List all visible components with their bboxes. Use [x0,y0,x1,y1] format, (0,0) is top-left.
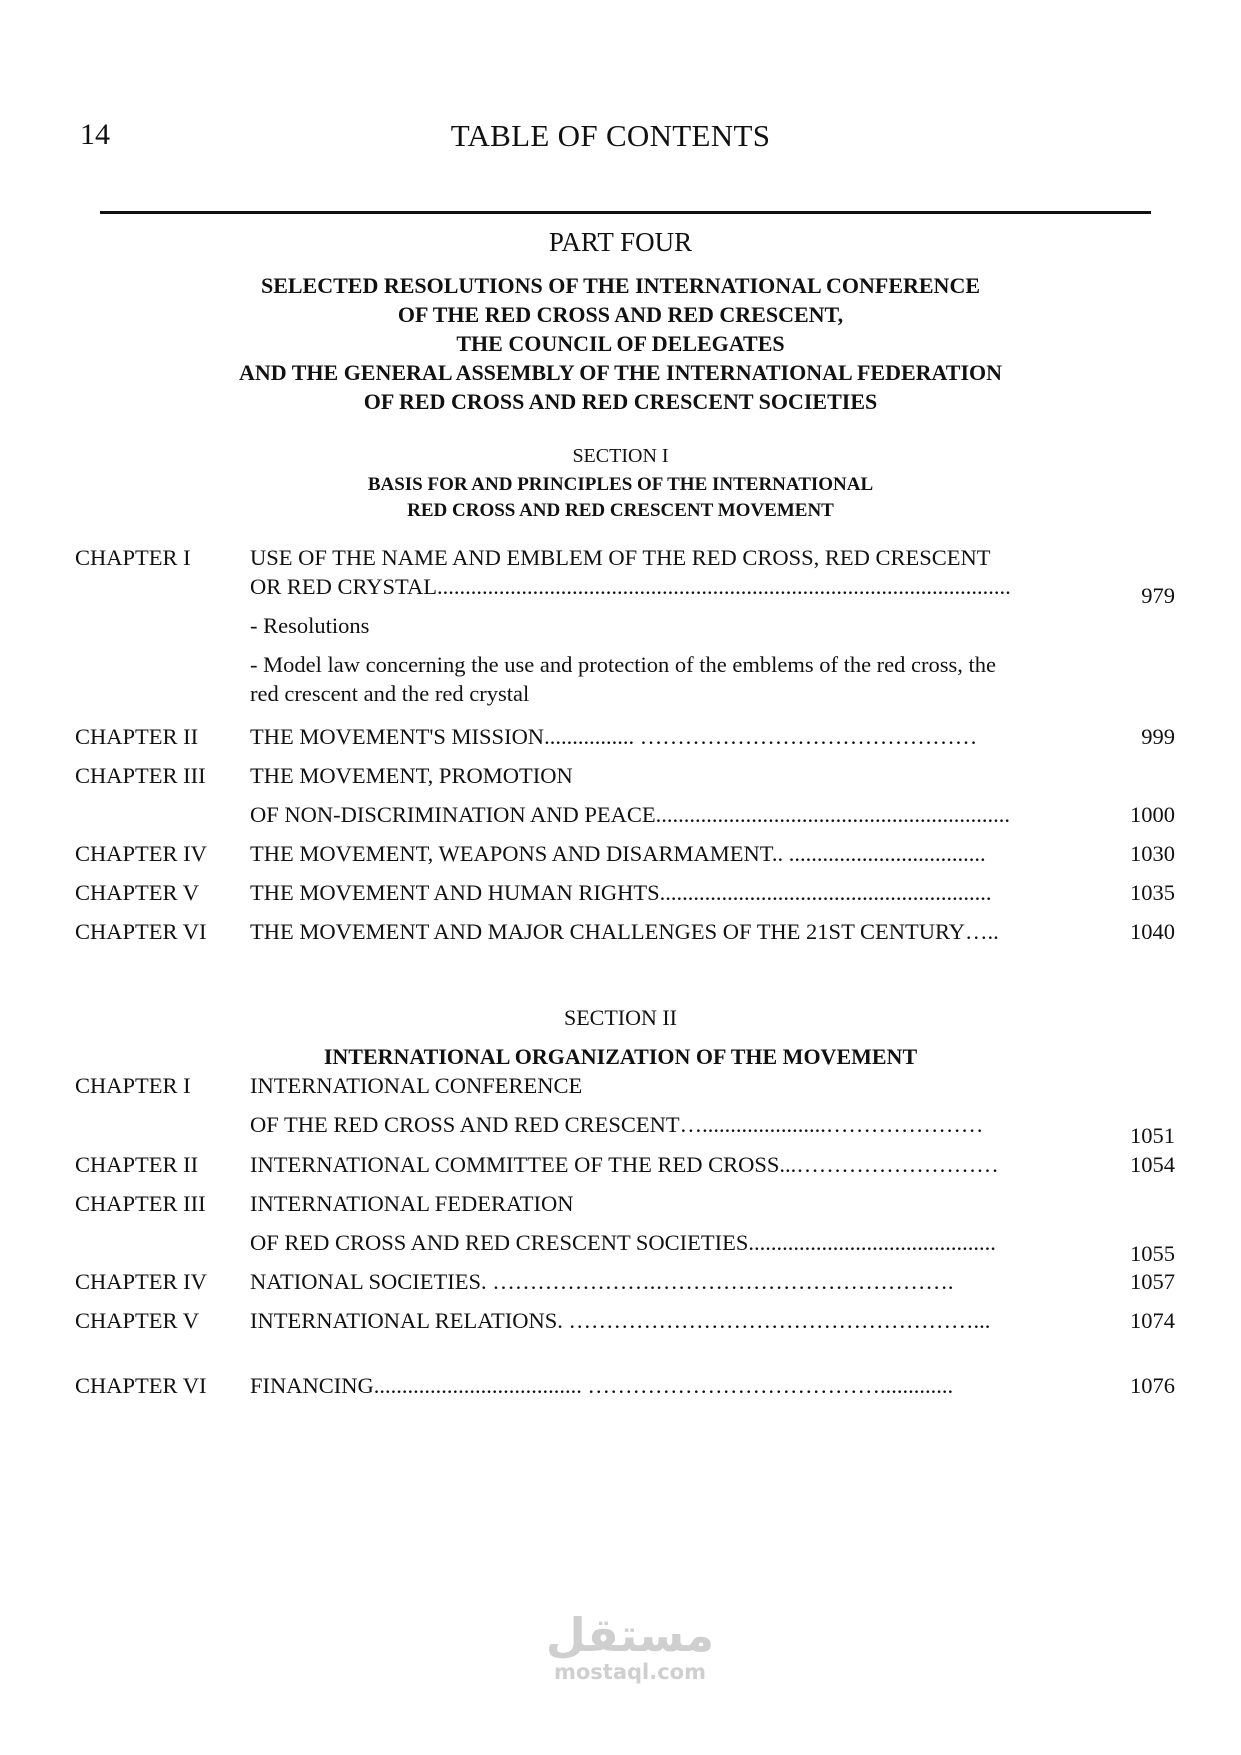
dot-leader: …......................………………… [679,1112,984,1137]
page-ref: 1051 [1130,1123,1175,1148]
chapter-label: CHAPTER II [75,724,199,749]
dot-leader: ........................................................... [659,880,992,905]
watermark-text: mostaql.com [554,1660,706,1684]
entry-title: THE MOVEMENT AND HUMAN RIGHTS [250,880,660,905]
page-ref: 1054 [1130,1152,1175,1177]
chapter-label: CHAPTER III [75,1191,206,1216]
running-title: TABLE OF CONTENTS [450,118,771,153]
entry-title: OR RED CRYSTAL [250,574,437,599]
entry-title: OF THE RED CROSS AND RED CRESCENT [250,1112,680,1137]
chapter-label: CHAPTER V [75,1308,199,1333]
section-2-title: SECTION II [563,1005,678,1030]
entry-title: INTERNATIONAL CONFERENCE [250,1073,583,1098]
part-title: PART FOUR [548,227,693,257]
chapter-label: CHAPTER V [75,880,199,905]
chapter-label: CHAPTER VI [75,919,207,944]
entry-title: THE MOVEMENT, PROMOTION [250,763,573,788]
chapter-label: CHAPTER I [75,545,191,570]
entry-title: INTERNATIONAL COMMITTEE OF THE RED CROSS [250,1152,780,1177]
part-subtitle-line: OF THE RED CROSS AND RED CRESCENT, [397,302,844,327]
dot-leader: ………………………………………………... [562,1308,991,1333]
page-number: 14 [80,118,110,151]
page-ref: 979 [1141,583,1175,608]
page-ref: 1030 [1130,841,1175,866]
part-subtitle-line: OF RED CROSS AND RED CRESCENT SOCIETIES [363,389,878,414]
dot-leader: ................ ……………………………………… [544,724,978,749]
entry-subitem [250,650,1170,708]
part-subtitle-line: THE COUNCIL OF DELEGATES [456,331,785,356]
dot-leader: ….. [965,919,999,944]
entry-title: USE OF THE NAME AND EMBLEM OF THE RED CROSS, RED CRESCENT [250,545,991,570]
chapter-label: CHAPTER IV [75,841,207,866]
dot-leader: ...................................................................................................... [436,574,1011,599]
entry-subitem-line: - Model law concerning the use and protection of the emblems of the red cross, the [250,652,997,677]
dot-leader: ..................................... …………………………………............. [373,1373,954,1398]
entry-title: THE MOVEMENT AND MAJOR CHALLENGES OF THE 21ST CENTURY [250,919,966,944]
part-subtitle-line: SELECTED RESOLUTIONS OF THE INTERNATIONAL CONFERENCE [260,273,981,298]
page-ref: 1035 [1130,880,1175,905]
dot-leader: .. ................................... [771,841,986,866]
entry-subitem: - Resolutions [250,613,370,638]
watermark [530,1610,730,1684]
entry-subitem-line: red crescent and the red crystal [250,681,530,706]
section-1-title: SECTION I [572,445,669,467]
chapter-label: CHAPTER I [75,1073,191,1098]
entry-title: FINANCING [250,1373,374,1398]
chapter-label: CHAPTER II [75,1152,199,1177]
chapter-label: CHAPTER IV [75,1269,207,1294]
chapter-label: CHAPTER VI [75,1373,207,1398]
section-1-subtitle-line: BASIS FOR AND PRINCIPLES OF THE INTERNATIONAL [367,474,874,495]
part-subtitle-line: AND THE GENERAL ASSEMBLY OF THE INTERNATIONAL FEDERATION [238,360,1003,385]
page-ref: 999 [1141,724,1175,749]
entry-title: NATIONAL SOCIETIES. [250,1269,487,1294]
entry-title: INTERNATIONAL FEDERATION [250,1191,574,1216]
entry-title: OF RED CROSS AND RED CRESCENT SOCIETIES [250,1230,749,1255]
entry-title: OF NON-DISCRIMINATION AND PEACE [250,802,656,827]
page-ref: 1055 [1130,1241,1175,1266]
page-ref: 1076 [1130,1373,1175,1398]
section-1-subtitle-line: RED CROSS AND RED CRESCENT MOVEMENT [407,500,834,521]
page-ref: 1057 [1130,1269,1175,1294]
dot-leader: ............................................ [748,1230,996,1255]
page-ref: 1000 [1130,802,1175,827]
watermark-logo: مستقل [545,1608,715,1662]
page-ref: 1074 [1130,1308,1175,1333]
section-2-subtitle: INTERNATIONAL ORGANIZATION OF THE MOVEMENT [323,1044,918,1069]
dot-leader: ...……………………… [779,1152,999,1177]
dot-leader: ………………….…………………………………. [486,1269,954,1294]
entry-title: THE MOVEMENT'S MISSION [250,724,545,749]
page-ref: 1040 [1130,919,1175,944]
entry-title: THE MOVEMENT, WEAPONS AND DISARMAMENT [250,841,772,866]
dot-leader: ............................................................... [655,802,1011,827]
chapter-label: CHAPTER III [75,763,206,788]
entry-title: INTERNATIONAL RELATIONS. [250,1308,563,1333]
